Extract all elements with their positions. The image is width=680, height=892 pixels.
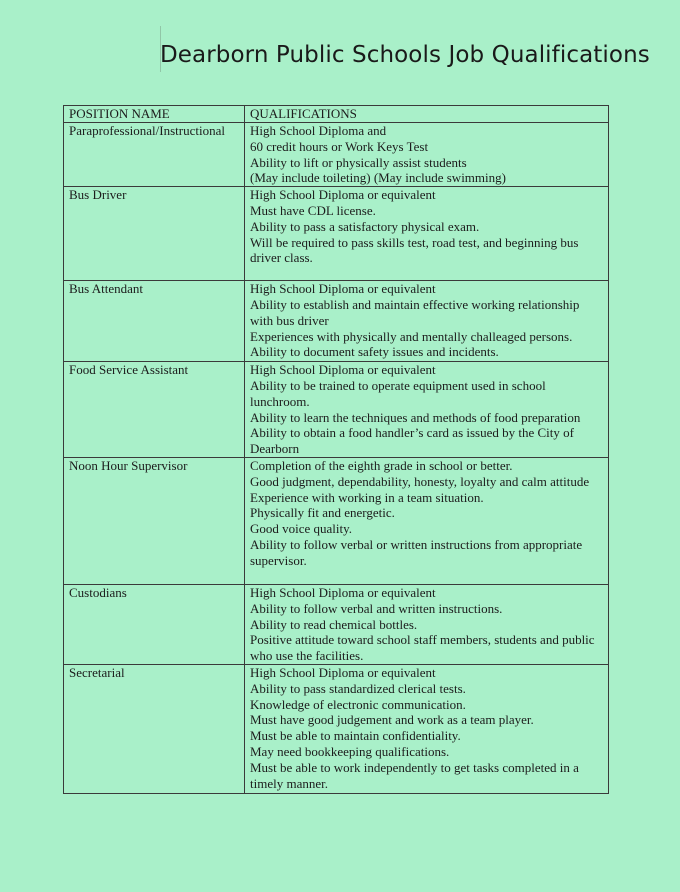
table-row [64,664,609,793]
position-name: Custodians [69,584,127,600]
qualifications-cell [245,281,609,362]
qualifications-cell [245,457,609,584]
position-name: Secretarial [69,664,125,680]
qualification-item: Ability to learn the techniques and methods of food preparation [250,409,581,425]
qualification-item: Ability to obtain a food handler’s card as issued by the City of Dearborn [250,425,574,457]
qualification-item: Physically fit and energetic. [250,505,395,521]
qualification-item: Completion of the eighth grade in school or better. [250,457,513,473]
qualification-item: 60 credit hours or Work Keys Test [250,138,429,154]
page-title: Dearborn Public Schools Job Qualifications [160,42,650,68]
qualification-item: Ability to pass a satisfactory physical exam. [250,218,480,234]
qualification-item: High School Diploma or equivalent [250,664,436,680]
position-cell [64,187,245,281]
qualification-item: Must have good judgement and work as a team player. [250,712,534,728]
qualification-item: Positive attitude toward school staff members, students and public who use the facilities. [250,632,595,664]
qualification-item: Ability to be trained to operate equipment used in school lunchroom. [250,377,546,409]
qualifications-cell [245,187,609,281]
qualification-item: Ability to establish and maintain effective working relationship with bus driver [250,296,580,328]
table-row [64,584,609,664]
table-header-row [64,106,609,123]
table-row [64,362,609,458]
table-row [64,281,609,362]
qualification-item: Ability to read chemical bottles. [250,616,418,632]
qualifications-table [63,105,609,794]
position-cell [64,123,245,187]
qualification-item: Good judgment, dependability, honesty, loyalty and calm attitude [250,473,590,489]
qualification-item: High School Diploma and [250,123,387,138]
position-cell [64,584,245,664]
qualification-item: May need bookkeeping qualifications. [250,743,450,759]
position-name: Bus Driver [69,187,127,203]
position-name: Bus Attendant [69,281,144,297]
qualifications-cell [245,664,609,793]
position-name: Noon Hour Supervisor [69,457,188,473]
table-row [64,123,609,187]
qualification-item: Ability to follow verbal or written instructions from appropriate supervisor. [250,536,583,568]
qualification-item: High School Diploma or equivalent [250,362,436,378]
qualification-item: Must have CDL license. [250,202,376,218]
qualifications-cell [245,123,609,187]
qualification-item: Good voice quality. [250,521,353,537]
table-row [64,457,609,584]
qualification-item: Must be able to maintain confidentiality. [250,728,461,744]
qualification-item: Ability to follow verbal and written instructions. [250,600,503,616]
qualification-item: High School Diploma or equivalent [250,281,436,297]
position-cell [64,281,245,362]
position-name: Paraprofessional/Instructional [69,123,225,138]
header-qualifications: QUALIFICATIONS [245,106,609,123]
qualification-item: (May include toileting) (May include swimming) [250,170,506,186]
table-row [64,187,609,281]
qualification-item: Experiences with physically and mentally challeaged persons. [250,328,573,344]
position-cell [64,457,245,584]
qualification-item: High School Diploma or equivalent [250,187,436,203]
qualification-item: Will be required to pass skills test, road test, and beginning bus driver class. [250,234,579,266]
qualification-item: Ability to lift or physically assist students [250,154,467,170]
qualifications-cell [245,584,609,664]
position-name: Food Service Assistant [69,362,189,378]
position-cell [64,362,245,458]
qualification-item: Experience with working in a team situation. [250,489,484,505]
qualifications-cell [245,362,609,458]
table-body [64,123,609,794]
qualification-item: Knowledge of electronic communication. [250,696,466,712]
header-position-name: POSITION NAME [64,106,245,123]
qualification-item: High School Diploma or equivalent [250,584,436,600]
qualification-item: Must be able to work independently to get tasks completed in a timely manner. [250,759,579,791]
qualification-item: Ability to document safety issues and incidents. [250,344,499,360]
position-cell [64,664,245,793]
qualification-item: Ability to pass standardized clerical tests. [250,680,466,696]
